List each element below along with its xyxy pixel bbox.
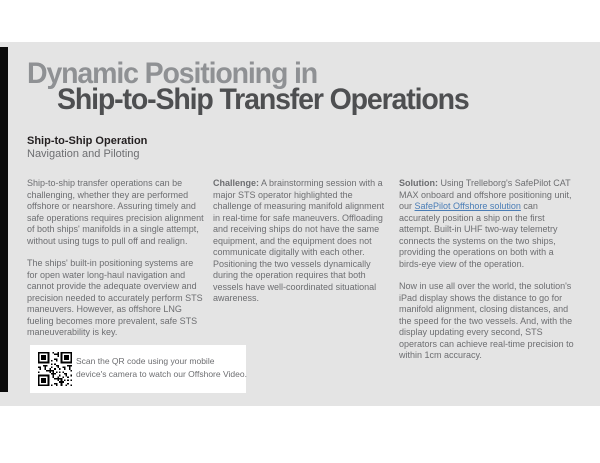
column-intro [27, 178, 204, 350]
qr-caption-line-2: device's camera to watch our Offshore Video. [76, 369, 247, 379]
left-accent-bar [0, 47, 8, 392]
solution-label: Solution: [399, 178, 438, 188]
challenge-text: A brainstorming session with a major STS operator highlighted the challenge of measuring manifold alignment in real-time for safe maneuvers. Offloading and receiving ships do not have the same equipment, and the equipment does not communicate digitally with each other. Positioning the two vessels dynamically during the operation requires that both vessels have well-coordinated situational awareness. [213, 178, 385, 303]
challenge-paragraph [213, 178, 390, 305]
section-heading: Ship-to-Ship Operation [27, 135, 148, 147]
solution-paragraph-1 [399, 178, 576, 270]
qr-caption [76, 355, 247, 381]
safepilot-offshore-link[interactable]: SafePilot Offshore solution [414, 201, 521, 211]
solution-text-before-link: Using Trelleborg's SafePilot CAT MAX onboard and offshore positioning unit, our [399, 178, 572, 211]
qr-code-icon [38, 352, 72, 386]
section-subheading: Navigation and Piloting [27, 148, 140, 160]
qr-caption-line-1: Scan the QR code using your mobile [76, 356, 215, 366]
column-challenge [213, 178, 390, 316]
column-solution [399, 178, 576, 373]
challenge-label: Challenge: [213, 178, 260, 188]
content-panel [0, 42, 600, 406]
solution-text-after-link: can accurately position a ship on the first attempt. Built-in UHF two-way telemetry connects the systems on the two ships, providing the operations on both with a birds-eye view of the operation. [399, 201, 558, 269]
page-title-line-1: Dynamic Positioning in [27, 57, 318, 90]
solution-paragraph-2: Now in use all over the world, the solution's iPad display shows the distance to go for manifold alignment, closing distances, and the speed for the two vessels. And, with the display updating every second, STS operators can achieve real-time precision to within 1cm accuracy. [399, 281, 574, 360]
page-title-line-2: Ship-to-Ship Transfer Operations [57, 83, 469, 116]
intro-paragraph-1: Ship-to-ship transfer operations can be challenging, whether they are performed offshore or nearshore. Assuring timely and safe operations requires precision alignment of both ships' manifolds in a single attempt, without using tugs to pull off and realign. [27, 178, 204, 246]
qr-callout-box [30, 345, 246, 393]
intro-paragraph-2: The ships' built-in positioning systems are for open water long-haul navigation and cannot provide the adequate overview and precision needed to accurately perform STS maneuvers. However, as offshore LNG fueling becomes more prevalent, safe STS maneuverability is key. [27, 258, 203, 337]
